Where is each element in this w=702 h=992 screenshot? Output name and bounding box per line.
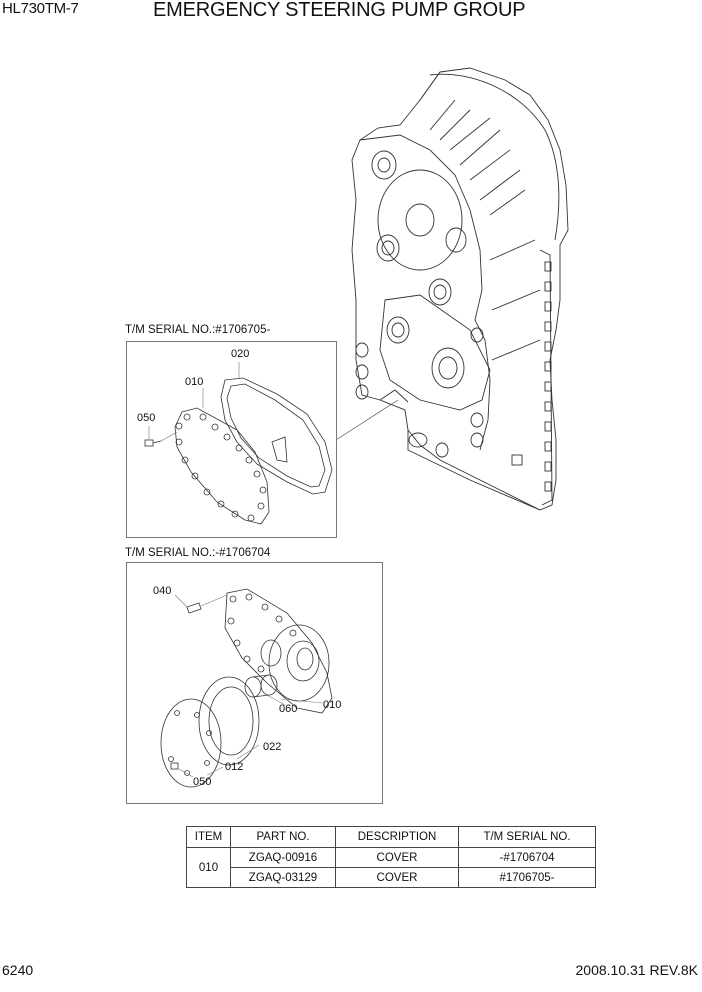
callout-012: 012 bbox=[225, 761, 244, 773]
part-no: ZGAQ-00916 bbox=[231, 848, 336, 868]
callout-020: 020 bbox=[231, 348, 250, 360]
callout-050: 050 bbox=[137, 412, 156, 424]
header-item: ITEM bbox=[187, 827, 231, 848]
table-row bbox=[187, 868, 596, 888]
upper-cover-gasket-illustration bbox=[127, 342, 336, 537]
page-title: EMERGENCY STEERING PUMP GROUP bbox=[153, 0, 526, 21]
callout-050: 050 bbox=[193, 776, 212, 788]
description: COVER bbox=[336, 848, 459, 868]
callout-040: 040 bbox=[153, 585, 172, 597]
callout-010: 010 bbox=[323, 699, 342, 711]
callout-060: 060 bbox=[279, 703, 298, 715]
description: COVER bbox=[336, 868, 459, 888]
upper-detail-serial-label: T/M SERIAL NO.:#1706705- bbox=[125, 324, 271, 336]
item-number: 010 bbox=[187, 848, 231, 888]
table-row bbox=[187, 848, 596, 868]
serial: -#1706704 bbox=[459, 848, 596, 868]
lower-detail-box bbox=[126, 562, 383, 804]
parts-table bbox=[186, 826, 596, 888]
lower-detail-serial-label: T/M SERIAL NO.:-#1706704 bbox=[125, 547, 271, 559]
model-code: HL730TM-7 bbox=[2, 0, 79, 17]
callout-022: 022 bbox=[263, 741, 282, 753]
header-serial: T/M SERIAL NO. bbox=[459, 827, 596, 848]
serial: #1706705- bbox=[459, 868, 596, 888]
date-revision: 2008.10.31 REV.8K bbox=[575, 962, 698, 978]
header-description: DESCRIPTION bbox=[336, 827, 459, 848]
page-number: 6240 bbox=[2, 962, 34, 978]
upper-detail-box bbox=[126, 341, 337, 538]
callout-010: 010 bbox=[185, 376, 204, 388]
part-no: ZGAQ-03129 bbox=[231, 868, 336, 888]
lower-pump-cover-illustration bbox=[127, 563, 382, 803]
header-part-no: PART NO. bbox=[231, 827, 336, 848]
table-header-row bbox=[187, 827, 596, 848]
